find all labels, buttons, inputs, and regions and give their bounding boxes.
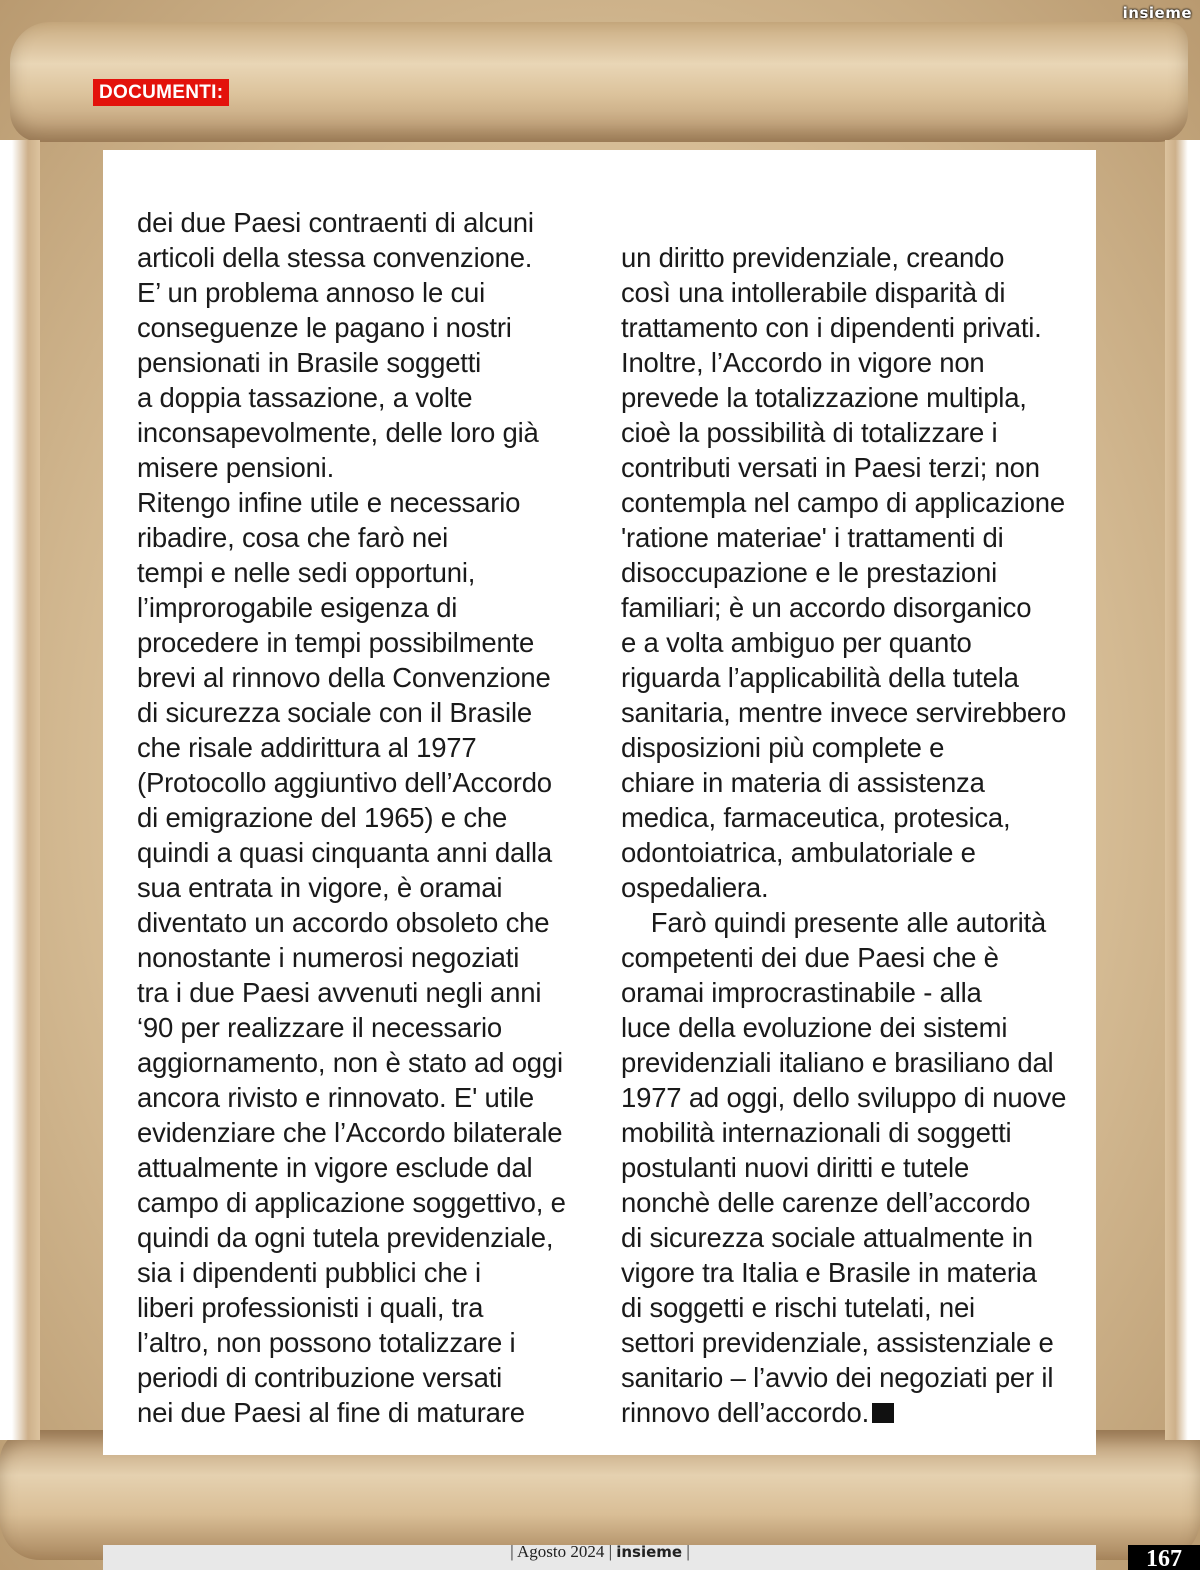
article-line: inconsapevolmente, delle loro già bbox=[137, 417, 539, 448]
article-line: mobilità internazionali di soggetti bbox=[621, 1117, 1012, 1148]
article-line: l’improrogabile esigenza di bbox=[137, 592, 458, 623]
article-line: 1977 ad oggi, dello sviluppo di nuove bbox=[621, 1082, 1067, 1113]
article-line: che risale addirittura al 1977 bbox=[137, 732, 477, 763]
article-line: un diritto previdenziale, creando bbox=[621, 242, 1005, 273]
article-line: cioè la possibilità di totalizzare i bbox=[621, 417, 998, 448]
scroll-left-edge bbox=[0, 140, 40, 1440]
article-panel bbox=[103, 150, 1096, 1455]
article-line: contempla nel campo di applicazione bbox=[621, 487, 1065, 518]
article-line: brevi al rinnovo della Convenzione bbox=[137, 662, 551, 693]
article-line: nonostante i numerosi negoziati bbox=[137, 942, 520, 973]
article-line: competenti dei due Paesi che è bbox=[621, 942, 999, 973]
end-of-article-mark bbox=[872, 1403, 894, 1423]
footer-separator: | bbox=[686, 1542, 690, 1561]
article-line: misere pensioni. bbox=[137, 452, 335, 483]
article-line: previdenziali italiano e brasiliano dal bbox=[621, 1047, 1054, 1078]
article-line: ‘90 per realizzare il necessario bbox=[137, 1012, 503, 1043]
article-line: attualmente in vigore esclude dal bbox=[137, 1152, 533, 1183]
article-line: sanitaria, mentre invece servirebbero bbox=[621, 697, 1067, 728]
article-line: E’ un problema annoso le cui bbox=[137, 277, 486, 308]
article-line: familiari; è un accordo disorganico bbox=[621, 592, 1032, 623]
article-line: riguarda l’applicabilità della tutela bbox=[621, 662, 1019, 693]
article-line: di sicurezza sociale con il Brasile bbox=[137, 697, 532, 728]
article-line: luce della evoluzione dei sistemi bbox=[621, 1012, 1008, 1043]
article-line: settori previdenziale, assistenziale e bbox=[621, 1327, 1054, 1358]
article-line: procedere in tempi possibilmente bbox=[137, 627, 535, 658]
footer-issue-line bbox=[0, 1542, 1200, 1562]
article-line: così una intollerabile disparità di bbox=[621, 277, 1006, 308]
article-line: prevede la totalizzazione multipla, bbox=[621, 382, 1027, 413]
article-line: postulanti nuovi diritti e tutele bbox=[621, 1152, 970, 1183]
article-line: campo di applicazione soggettivo, e bbox=[137, 1187, 566, 1218]
article-line: (Protocollo aggiuntivo dell’Accordo bbox=[137, 767, 552, 798]
article-line: pensionati in Brasile soggetti bbox=[137, 347, 482, 378]
article-line: odontoiatrica, ambulatoriale e bbox=[621, 837, 976, 868]
article-line: trattamento con i dipendenti privati. bbox=[621, 312, 1042, 343]
article-line: Inoltre, l’Accordo in vigore non bbox=[621, 347, 985, 378]
article-line: vigore tra Italia e Brasile in materia bbox=[621, 1257, 1037, 1288]
article-line: contributi versati in Paesi terzi; non bbox=[621, 452, 1040, 483]
article-line: oramai improcrastinabile - alla bbox=[621, 977, 982, 1008]
article-left-column bbox=[137, 205, 597, 1430]
article-line: tempi e nelle sedi opportuni, bbox=[137, 557, 476, 588]
article-line: quindi a quasi cinquanta anni dalla bbox=[137, 837, 552, 868]
article-line: ancora rivisto e rinnovato. E' utile bbox=[137, 1082, 535, 1113]
article-line: conseguenze le pagano i nostri bbox=[137, 312, 512, 343]
article-line: articoli della stessa convenzione. bbox=[137, 242, 533, 273]
brand-logo-top: insieme bbox=[1122, 4, 1192, 22]
article-line: Farò quindi presente alle autorità bbox=[621, 907, 1047, 938]
article-line: periodi di contribuzione versati bbox=[137, 1362, 503, 1393]
article-line: sanitario – l’avvio dei negoziati per il bbox=[621, 1362, 1054, 1393]
article-line: Ritengo infine utile e necessario bbox=[137, 487, 521, 518]
page-number: 167 bbox=[1128, 1545, 1200, 1570]
article-line: nei due Paesi al fine di maturare bbox=[137, 1397, 525, 1428]
footer-brand: insieme bbox=[616, 1543, 683, 1561]
article-line: di emigrazione del 1965) e che bbox=[137, 802, 508, 833]
article-right-column bbox=[621, 240, 1091, 1430]
article-line: di soggetti e rischi tutelati, nei bbox=[621, 1292, 975, 1323]
scroll-right-edge bbox=[1165, 140, 1200, 1440]
article-line: e a volta ambiguo per quanto bbox=[621, 627, 972, 658]
article-line: di sicurezza sociale attualmente in bbox=[621, 1222, 1033, 1253]
article-line: disposizioni più complete e bbox=[621, 732, 945, 763]
article-line: a doppia tassazione, a volte bbox=[137, 382, 473, 413]
article-line: chiare in materia di assistenza bbox=[621, 767, 985, 798]
article-line: nonchè delle carenze dell’accordo bbox=[621, 1187, 1031, 1218]
article-line: tra i due Paesi avvenuti negli anni bbox=[137, 977, 542, 1008]
article-line: ospedaliera. bbox=[621, 872, 769, 903]
section-tag: DOCUMENTI: bbox=[93, 79, 229, 106]
article-line: 'ratione materiae' i trattamenti di bbox=[621, 522, 1004, 553]
article-line: l’altro, non possono totalizzare i bbox=[137, 1327, 516, 1358]
article-line: disoccupazione e le prestazioni bbox=[621, 557, 997, 588]
article-line: sua entrata in vigore, è oramai bbox=[137, 872, 503, 903]
article-line: ribadire, cosa che farò nei bbox=[137, 522, 449, 553]
article-line: sia i dipendenti pubblici che i bbox=[137, 1257, 481, 1288]
article-line: evidenziare che l’Accordo bilaterale bbox=[137, 1117, 563, 1148]
article-line: rinnovo dell’accordo. bbox=[621, 1395, 1091, 1430]
footer-issue-date: | Agosto 2024 | bbox=[510, 1542, 612, 1561]
article-line: liberi professionisti i quali, tra bbox=[137, 1292, 484, 1323]
article-line: diventato un accordo obsoleto che bbox=[137, 907, 550, 938]
article-line: dei due Paesi contraenti di alcuni bbox=[137, 207, 534, 238]
article-line: medica, farmaceutica, protesica, bbox=[621, 802, 1011, 833]
article-line: quindi da ogni tutela previdenziale, bbox=[137, 1222, 554, 1253]
article-line: aggiornamento, non è stato ad oggi bbox=[137, 1047, 563, 1078]
